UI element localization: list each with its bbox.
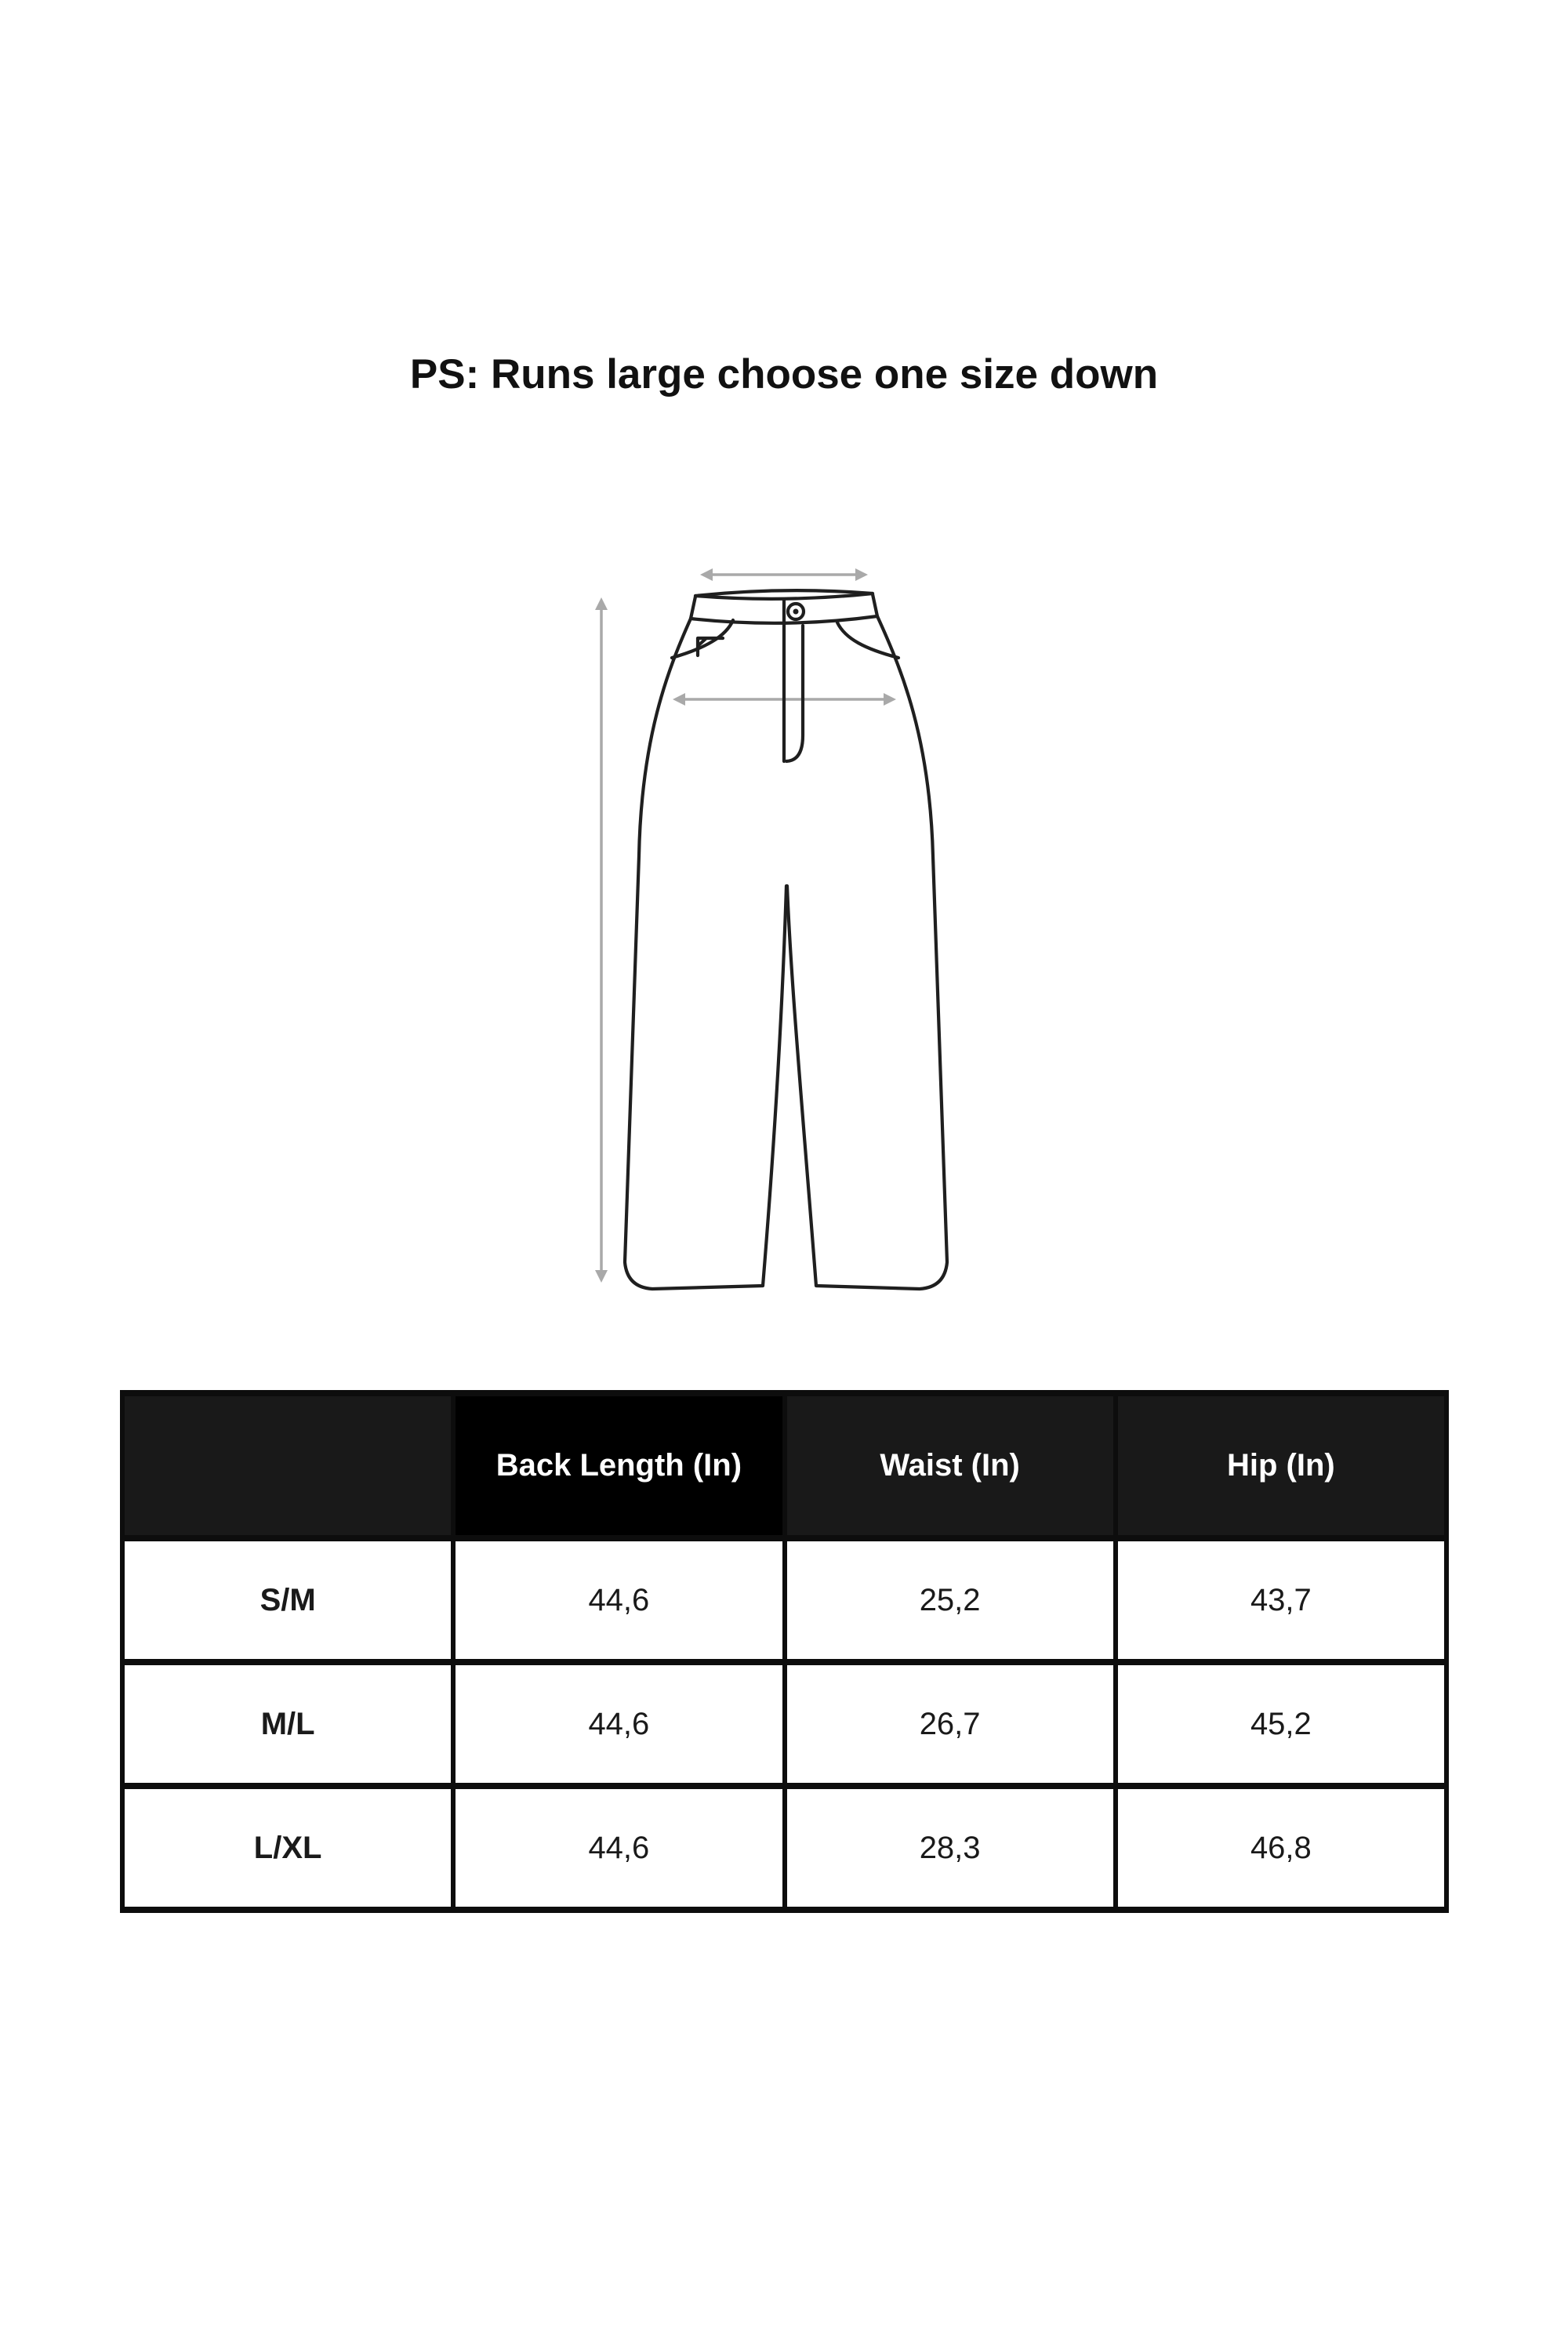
size-label: M/L [122, 1662, 453, 1786]
button-center-dot [793, 609, 799, 615]
back-length-value: 44,6 [453, 1662, 784, 1786]
waistband-right-edge [873, 594, 877, 616]
table-row [122, 1538, 1446, 1662]
arrowhead-icon [673, 693, 685, 706]
header-row [122, 1393, 1446, 1538]
arrowhead-icon [855, 568, 868, 581]
arrowhead-icon [595, 597, 608, 610]
size-label: S/M [122, 1538, 453, 1662]
hip-value: 45,2 [1116, 1662, 1446, 1786]
measurement-arrow-lines [601, 575, 890, 1276]
hip-value: 46,8 [1116, 1786, 1446, 1910]
arrowhead-icon [884, 693, 896, 706]
right-leg [787, 616, 947, 1289]
header-cell-waist: Waist (In) [785, 1393, 1116, 1538]
header-cell-hip: Hip (In) [1116, 1393, 1446, 1538]
header-cell-size [122, 1393, 453, 1538]
arrowhead-icon [595, 1270, 608, 1283]
table-row [122, 1662, 1446, 1786]
left-leg [625, 619, 786, 1289]
size-chart-table [120, 1390, 1449, 1913]
page-title: PS: Runs large choose one size down [409, 351, 1159, 397]
hip-value: 43,7 [1116, 1538, 1446, 1662]
size-label: L/XL [122, 1786, 453, 1910]
measurement-arrow-heads [595, 568, 896, 1283]
back-length-value: 44,6 [453, 1538, 784, 1662]
pants-diagram [549, 541, 988, 1309]
waist-value: 28,3 [785, 1786, 1116, 1910]
pants-outline [625, 590, 947, 1289]
waist-value: 25,2 [785, 1538, 1116, 1662]
table-row [122, 1786, 1446, 1910]
arrowhead-icon [700, 568, 713, 581]
waist-value: 26,7 [785, 1662, 1116, 1786]
header-cell-back-length: Back Length (In) [453, 1393, 784, 1538]
back-length-value: 44,6 [453, 1786, 784, 1910]
waistband-left-edge [691, 597, 695, 619]
fly-stitch [786, 626, 803, 761]
